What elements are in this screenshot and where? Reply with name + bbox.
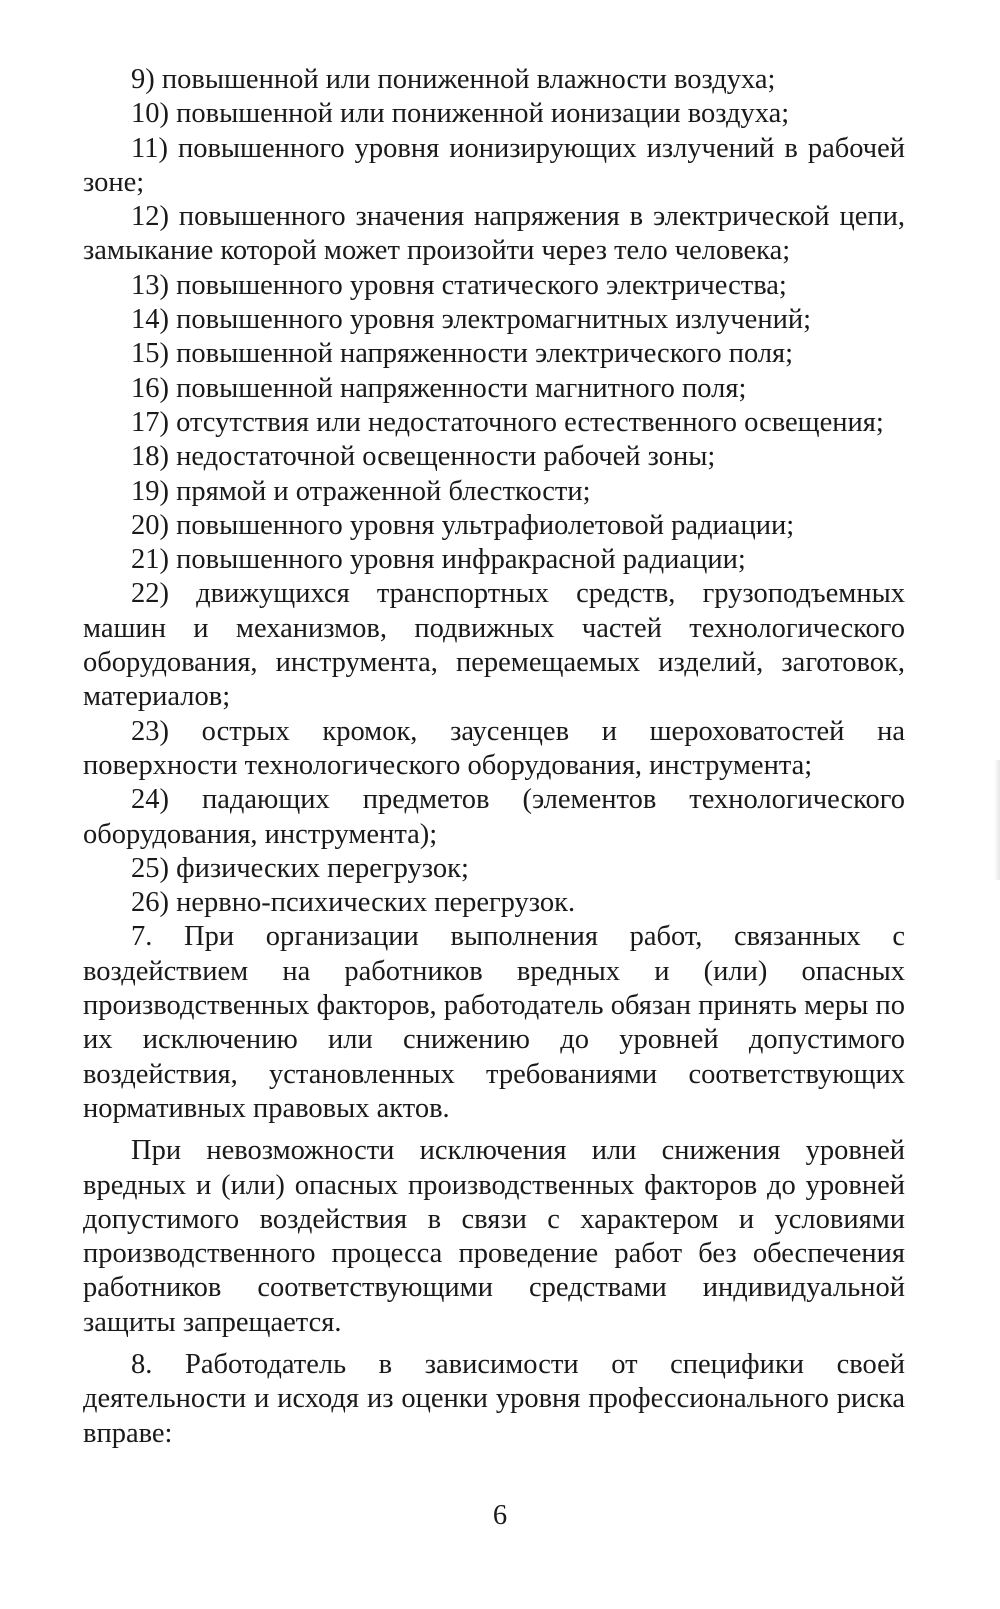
list-item-11: 11) повышенного уровня ионизирующих излучений в рабочей зоне; xyxy=(83,132,905,198)
list-item-21: 21) повышенного уровня инфракрасной радиации; xyxy=(131,544,746,576)
paragraph-8: 8. Работодатель в зависимости от специфики своей деятельности и исходя из оценки уровня профессионального риска вправе: xyxy=(83,1348,905,1449)
list-item-17: 17) отсутствия или недостаточного естественного освещения; xyxy=(131,406,884,438)
list-item-20: 20) повышенного уровня ультрафиолетовой радиации; xyxy=(131,509,795,541)
paragraph-7-continued: При невозможности исключения или снижения уровней вредных и (или) опасных производственных факторов до уровней допустимого воздействия в связи с характером и условиями производственного процесса проведение работ без обеспечения работников соответствующими средствами индивидуальной защиты запрещается. xyxy=(83,1135,905,1338)
body-text xyxy=(83,63,905,1451)
list-item-22: 22) движущихся транспортных средств, грузоподъемных машин и механизмов, подвижных частей технологического оборудования, инструмента, перемещаемых изделий, заготовок, материалов; xyxy=(83,578,905,713)
scan-edge-shadow xyxy=(994,760,1000,880)
list-item-25: 25) физических перегрузок; xyxy=(131,852,469,884)
page-number: 6 xyxy=(492,1500,508,1531)
list-item-13: 13) повышенного уровня статического электричества; xyxy=(131,269,787,301)
list-item-18: 18) недостаточной освещенности рабочей зоны; xyxy=(131,441,716,473)
list-item-24: 24) падающих предметов (элементов технологического оборудования, инструмента); xyxy=(83,784,905,850)
list-item-16: 16) повышенной напряженности магнитного поля; xyxy=(131,372,747,404)
paragraph-7: 7. При организации выполнения работ, связанных с воздействием на работников вредных и (или) опасных производственных факторов, работодатель обязан принять меры по их исключению или снижению до уровней допустимого воздействия, установленных требованиями соответствующих нормативных правовых актов. xyxy=(83,921,905,1124)
list-item-12: 12) повышенного значения напряжения в электрической цепи, замыкание которой может произойти через тело человека; xyxy=(83,201,905,267)
list-item-10: 10) повышенной или пониженной ионизации воздуха; xyxy=(131,98,790,130)
list-item-9: 9) повышенной или пониженной влажности воздуха; xyxy=(131,64,776,95)
list-item-19: 19) прямой и отраженной блесткости; xyxy=(131,475,591,507)
list-item-23: 23) острых кромок, заусенцев и шероховатостей на поверхности технологического оборудования, инструмента; xyxy=(83,715,905,781)
list-item-14: 14) повышенного уровня электромагнитных излучений; xyxy=(131,304,811,336)
list-item-26: 26) нервно-психических перегрузок. xyxy=(131,887,576,919)
list-item-15: 15) повышенной напряженности электрического поля; xyxy=(131,338,794,370)
